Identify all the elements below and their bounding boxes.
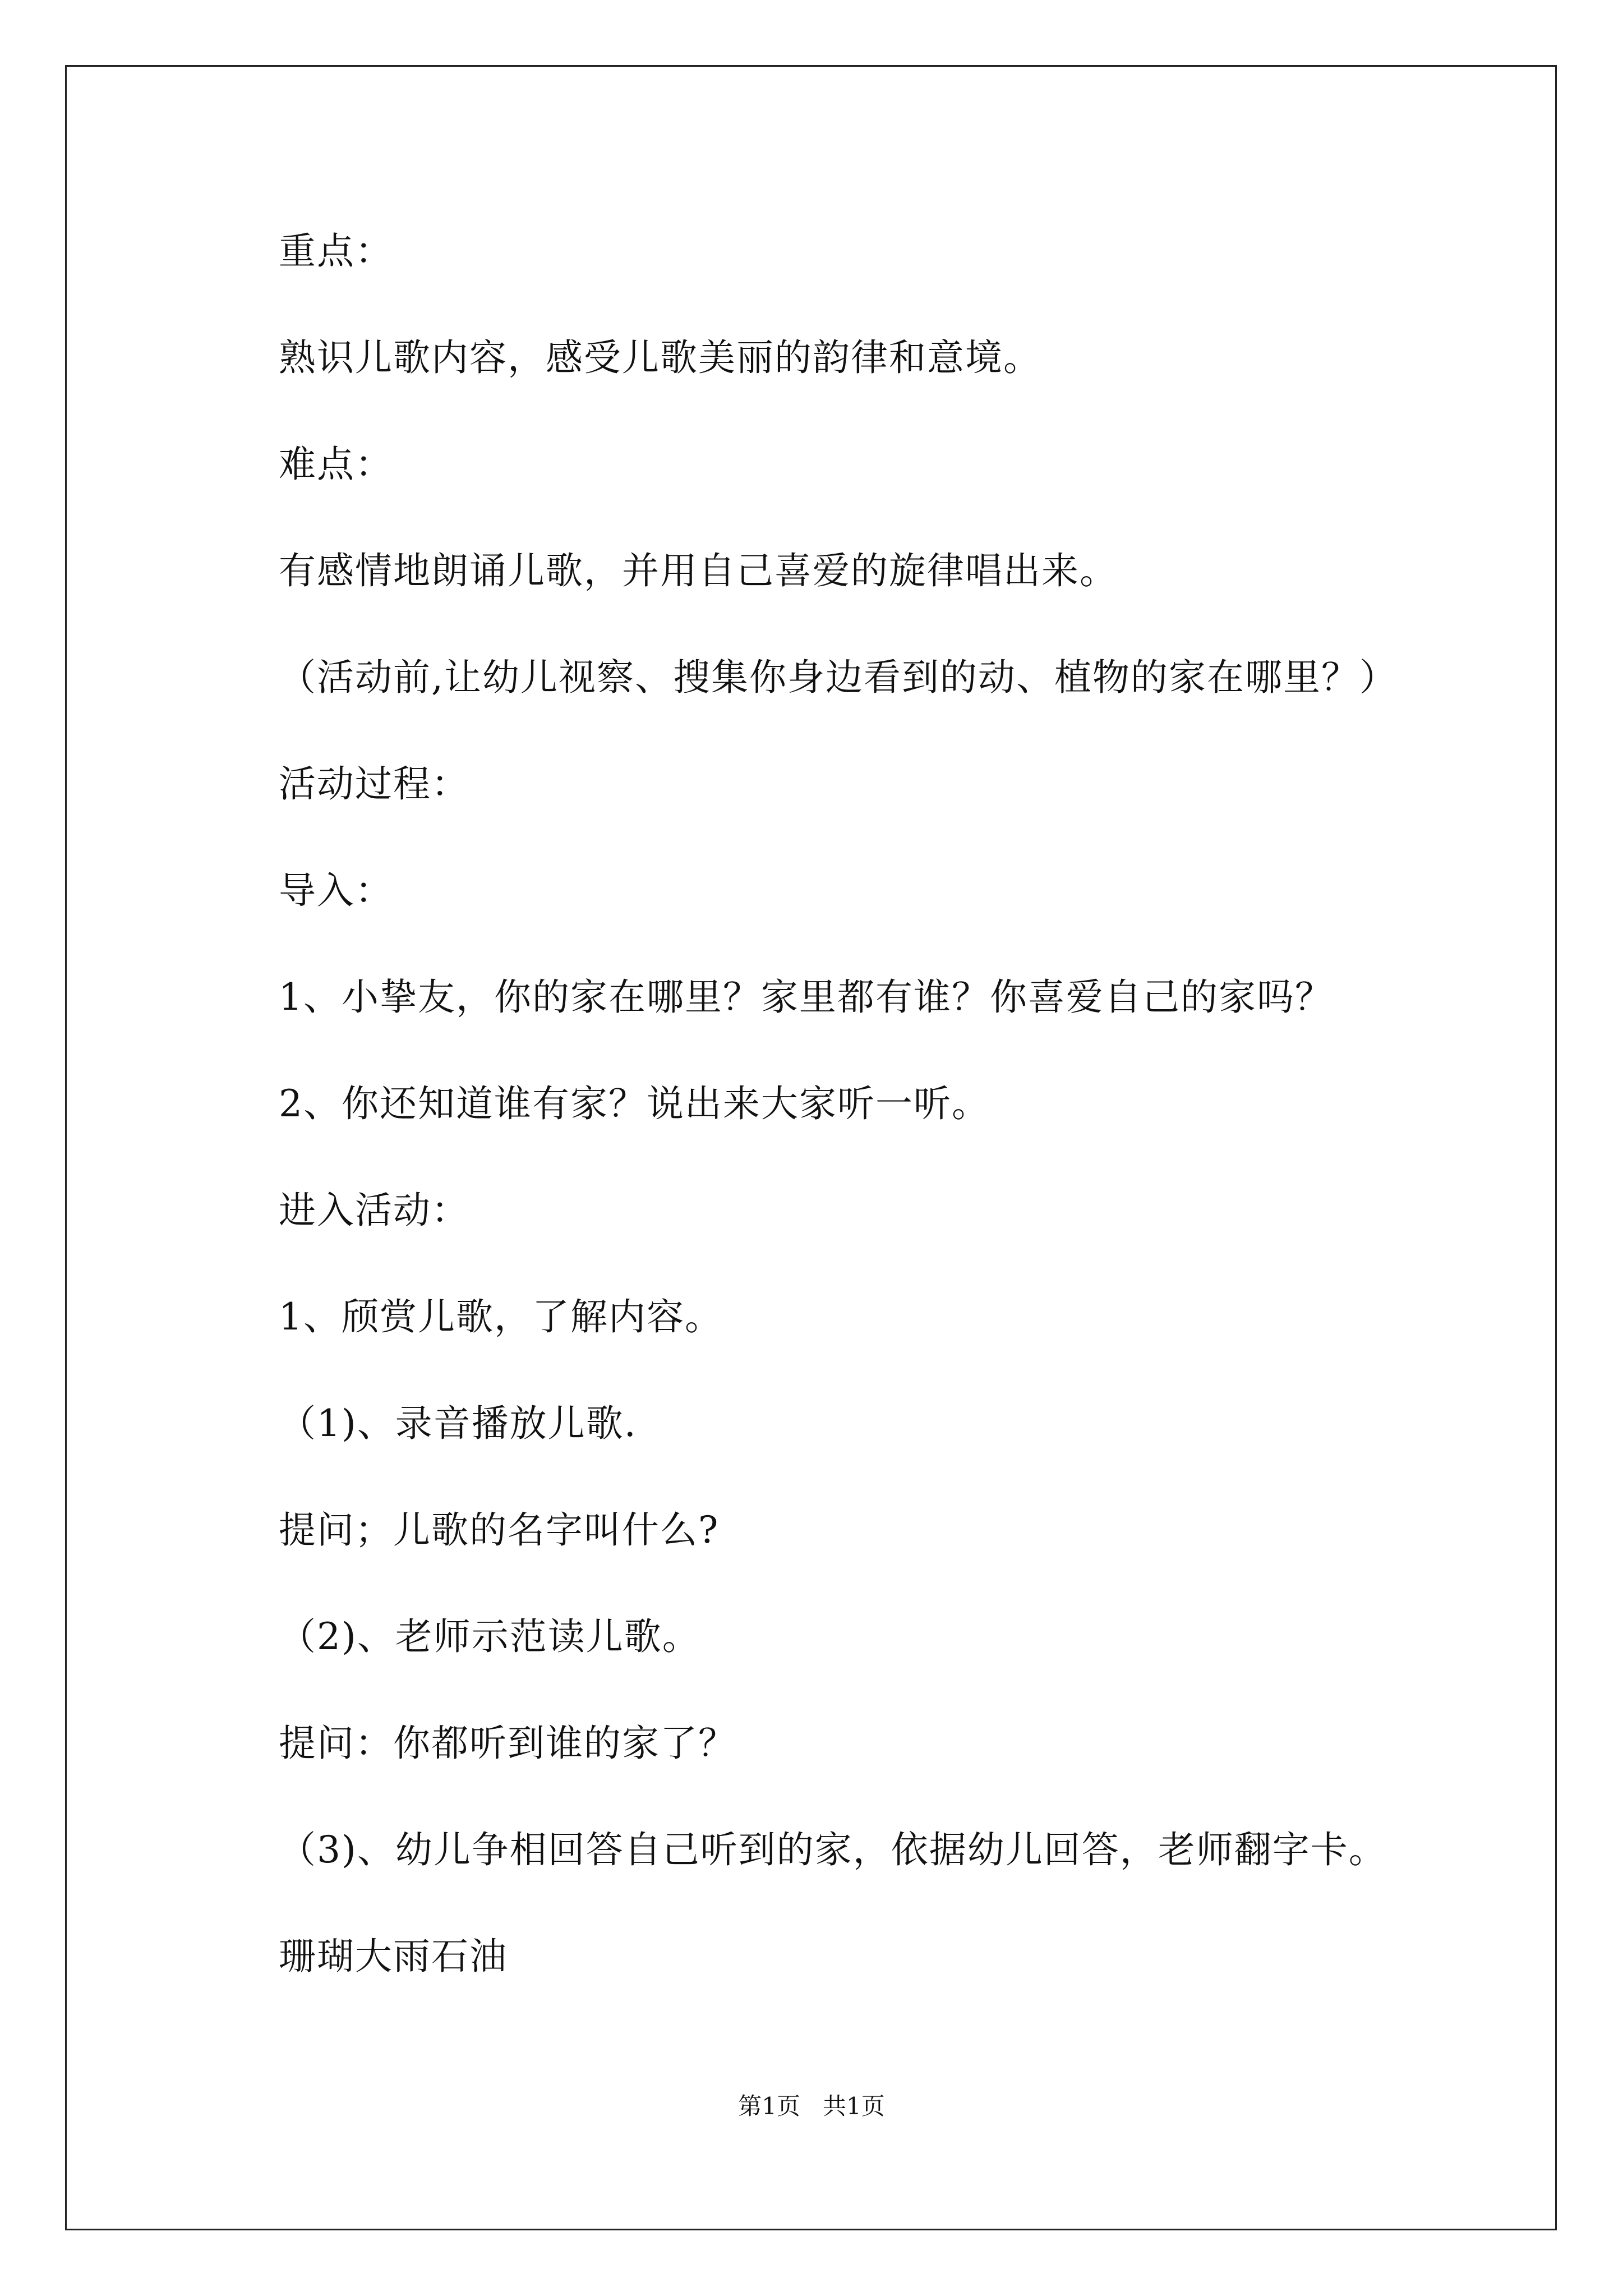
paragraph-key-points: 熟识儿歌内容，感受儿歌美丽的韵律和意境。 [279, 336, 1041, 379]
list-item-intro-2: 2、你还知道谁有家？说出来大家听一听。 [279, 1082, 990, 1125]
heading-enter-activity: 进入活动： [279, 1189, 469, 1232]
question-2: 提问：你都听到谁的家了？ [279, 1722, 736, 1765]
list-item-intro-1: 1、小挚友，你的家在哪里？家里都有谁？你喜爱自己的家吗？ [279, 976, 1333, 1019]
heading-introduction: 导入： [279, 869, 393, 912]
paragraph-preparation: （活动前,让幼儿视察、搜集你身边看到的动、植物的家在哪里？） [279, 656, 1398, 699]
sub-item-1: （1)、录音播放儿歌. [279, 1402, 637, 1445]
sub-item-3: （3)、幼儿争相回答自己听到的家，依据幼儿回答，老师翻字卡。 [279, 1828, 1387, 1871]
word-card-list: 珊瑚大雨石油 [279, 1935, 508, 1978]
page-border [65, 65, 1557, 2230]
heading-key-points: 重点： [279, 229, 393, 273]
heading-activity-process: 活动过程： [279, 762, 469, 806]
list-item-step-1: 1、颀赏儿歌，了解内容。 [279, 1295, 723, 1338]
sub-item-2: （2)、老师示范读儿歌。 [279, 1615, 700, 1658]
paragraph-difficulties: 有感情地朗诵儿歌，并用自己喜爱的旋律唱出来。 [279, 549, 1118, 592]
heading-difficulties: 难点： [279, 443, 393, 486]
question-1: 提问；儿歌的名字叫什么? [279, 1508, 720, 1552]
page-footer: 第1页 共1页 [738, 2092, 885, 2120]
